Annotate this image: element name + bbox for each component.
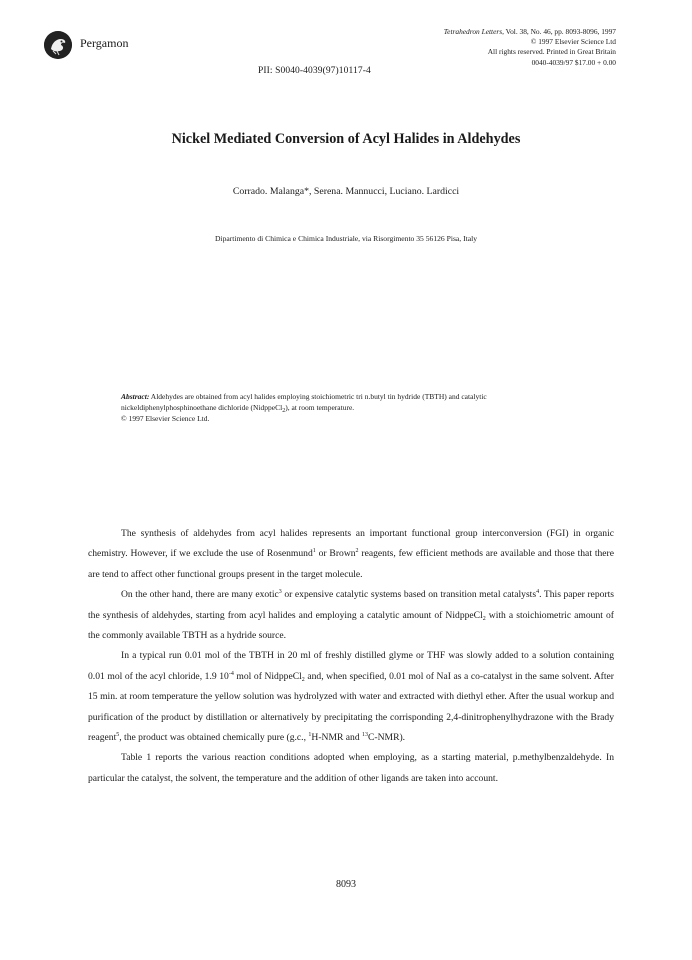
p1-text-c: reagents, few efficient methods are available and those that there are tend to affect other functional groups present in the target molecule. xyxy=(88,548,615,580)
p3-text-f: C-NMR). xyxy=(368,732,406,744)
journal-citation: , Vol. 38, No. 46, pp. 8093-8096, 1997 xyxy=(502,27,616,36)
copyright-line: © 1997 Elsevier Science Ltd xyxy=(530,37,616,47)
ref-1: 1 xyxy=(312,548,316,555)
p3-exponent: -4 xyxy=(228,670,234,677)
p3-text-d: , the product was obtained chemically pure (g.c., xyxy=(119,732,309,744)
p1-text-a: The synthesis of aldehydes from acyl halides represents an important functional group interconversion (FGI) in organic chemistry. However, if we exclude the use of Rosenmund xyxy=(88,528,614,560)
paragraph-4: Table 1 reports the various reaction conditions adopted when employing, as a starting material, p.methylbenzaldehyde. In particular the catalyst, the solvent, the temperature and the addition of other ligands are taken into account. xyxy=(88,752,614,784)
publisher-logo-icon xyxy=(44,31,72,59)
p2-text-d: with a stoichiometric amount of the commonly available TBTH as a hydride source. xyxy=(88,609,614,642)
p2-text-c: . This paper reports the synthesis of aldehydes, starting from acyl halides and employing a catalytic amount of NidppeCl xyxy=(88,589,615,621)
rights-line: All rights reserved. Printed in Great Britain xyxy=(487,47,616,57)
ref-4: 4 xyxy=(536,589,540,596)
p3-text-a: In a typical run 0.01 mol of the TBTH in 20 ml of freshly distilled glyme or THF was slowly added to a solution containing 0.01 mol of the acyl chloride, 1.9 10 xyxy=(88,650,614,682)
article-affiliation: Dipartimento di Chimica e Chimica Industriale, via Risorgimento 35 56126 Pisa, Italy xyxy=(214,234,477,243)
page-number: 8093 xyxy=(336,879,356,890)
p2-text-b: or expensive catalytic systems based on transition metal catalysts xyxy=(281,589,537,601)
abstract-copyright: © 1997 Elsevier Science Ltd. xyxy=(121,413,210,423)
paragraph-2 xyxy=(88,585,614,646)
journal-citation-line xyxy=(316,27,616,37)
ref-2: 2 xyxy=(355,548,359,555)
p3-text-b: mol of NidppeCl xyxy=(233,670,302,682)
p2-text-a: On the other hand, there are many exotic xyxy=(121,589,279,601)
abstract-subscript: 2 xyxy=(282,407,286,414)
paragraph-3 xyxy=(88,646,614,748)
p3-text-e: H-NMR and xyxy=(311,732,363,744)
ref-3: 3 xyxy=(278,589,282,596)
body-text xyxy=(88,524,614,789)
ref-5: 5 xyxy=(116,732,120,739)
p3-subscript: 2 xyxy=(301,676,305,683)
publisher-name: Pergamon xyxy=(80,36,129,50)
abstract-text-a: Aldehydes are obtained from acyl halides employing stoichiometric tri n.butyl tin hydride (TBTH) and catalytic nickeldiphenylphosphinoethane dichloride (NidppeCl xyxy=(121,392,487,412)
article-authors: Corrado. Malanga*, Serena. Mannucci, Luciano. Lardicci xyxy=(232,186,460,197)
paragraph-1 xyxy=(88,524,614,585)
pii-identifier: PII: S0040-4039(97)10117-4 xyxy=(258,66,371,76)
article-title: Nickel Mediated Conversion of Acyl Halides in Aldehydes xyxy=(171,131,521,147)
p3-text-c: and, when specified, 0.01 mol of NaI as a co-catalyst in the same solvent. After 15 min. at room temperature the yellow solution was hydrolyzed with water and extracted with diethyl ether. After the usual workup and purification of the product by distillation or alternatively by precipitating the corrisponding 2,4-dinitrophenylhydrazone with the Brady reagent xyxy=(88,670,614,744)
p2-subscript: 2 xyxy=(482,615,486,622)
journal-meta xyxy=(316,27,616,68)
abstract xyxy=(121,392,551,424)
p1-text-b: or Brown xyxy=(315,548,356,560)
p3-c-isotope: 13 xyxy=(362,732,369,739)
p3-h-isotope: 1 xyxy=(308,732,312,739)
journal-name: Tetrahedron Letters xyxy=(443,27,503,36)
issn-line: 0040-4039/97 $17.00 + 0.00 xyxy=(531,57,616,67)
abstract-label: Abstract: xyxy=(121,392,150,401)
abstract-text-b: ), at room temperature. xyxy=(285,402,355,412)
